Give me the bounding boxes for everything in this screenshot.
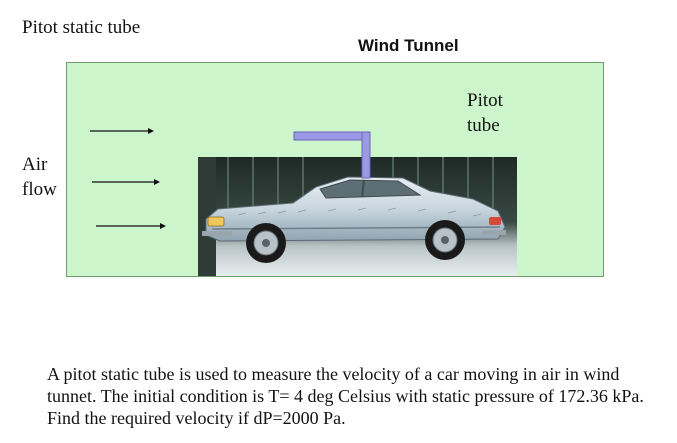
pitot-tube-icon [291,129,373,179]
wind-tunnel-title: Wind Tunnel [358,36,459,55]
problem-statement: A pitot static tube is used to measure the velocity of a car moving in air in wind tunnet. The initial condition is T= 4 deg Celsius with static pressure of 172.36 kPa. Find the required velocity if dP=2000 Pa. [47,364,644,428]
flow-arrow-icon [96,223,166,229]
pitot-tube-label [467,88,503,138]
pitot-label-line1: Pitot [467,90,503,111]
air-flow-label-line1: Air [22,154,48,175]
air-flow-label [22,152,57,202]
flow-arrow-icon [92,179,160,185]
air-flow-label-line2: flow [22,179,57,200]
flow-arrow-icon [90,128,154,134]
page-heading: Pitot static tube [22,17,141,38]
pitot-label-line2: tube [467,115,500,136]
flow-arrows [88,122,168,234]
